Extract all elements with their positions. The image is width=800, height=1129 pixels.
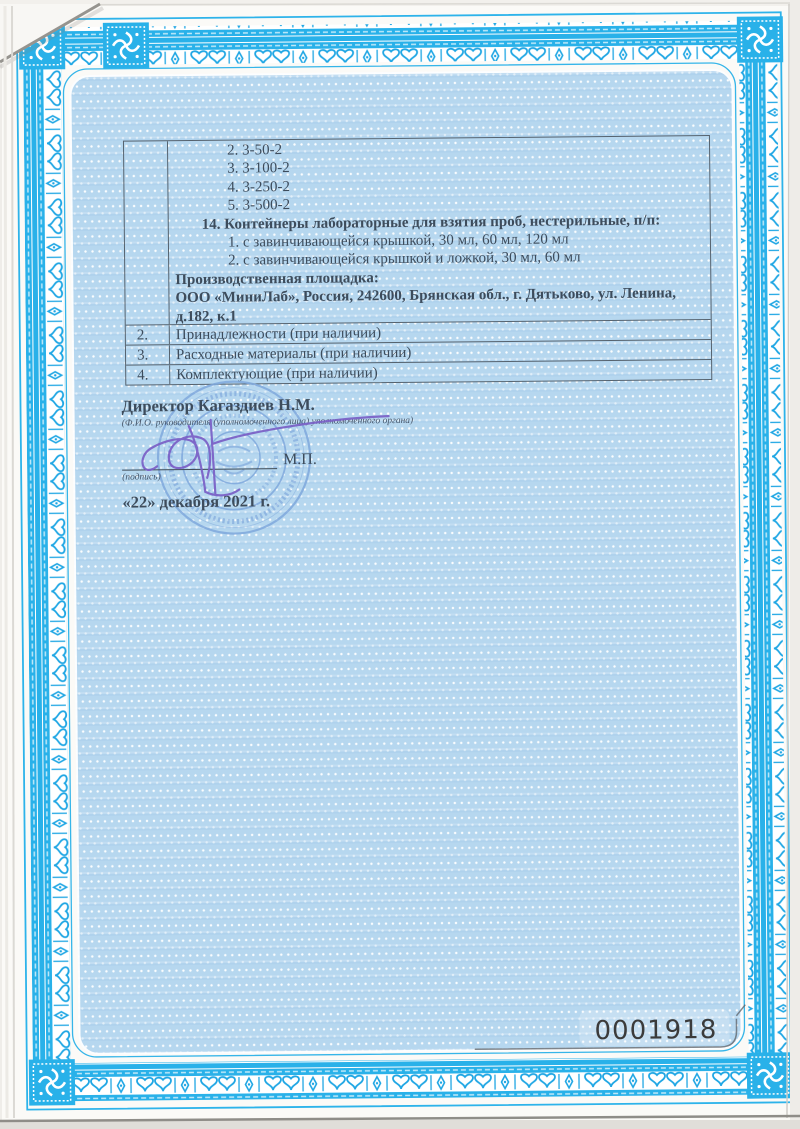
- table-line: 4. 3-250-2: [227, 178, 290, 196]
- table-line: 2. 3-50-2: [226, 142, 283, 159]
- signature-caption: (подпись): [122, 472, 161, 483]
- serial-number: 0001918: [594, 1014, 718, 1047]
- date-line: «22» декабря 2021 г.: [122, 491, 271, 512]
- table-line: д.182, к.1: [175, 308, 237, 325]
- table-line: 14. Контейнеры лабораторные для взятия проб, нестерильные, п/п:: [201, 212, 661, 233]
- director-caption: (Ф.И.О. руководителя (уполномоченного лица) уполномоченного органа): [121, 415, 414, 429]
- table-line: Производственная площадка:: [175, 270, 379, 288]
- table-line: 5. 3-500-2: [227, 197, 291, 214]
- row-number-cell: 4.: [126, 365, 170, 384]
- left-paper-edge: [12, 6, 14, 1118]
- seal-abbreviation: М.П.: [282, 450, 317, 469]
- row-number-cell: 2.: [126, 325, 170, 344]
- table-line: 2. с завинчивающейся крышкой и ложкой, 30 мл, 60 мл: [228, 249, 581, 270]
- right-paper-edge: [787, 4, 789, 1118]
- table-line: ООО «МиниЛаб», Россия, 242600, Брянская обл., г. Дятьково, ул. Ленина,: [175, 285, 677, 307]
- director-name-line: Директор Кагаздиев Н.М.: [121, 394, 315, 416]
- right-margin: [790, 0, 800, 1129]
- table-line: 3. 3-100-2: [227, 160, 290, 178]
- row-content-cell: Принадлежности (при наличии): [175, 325, 382, 344]
- table-line: 1. с завинчивающейся крышкой, 30 мл, 60 мл, 120 мл: [227, 231, 569, 251]
- row-content-cell: Комплектующие (при наличии): [176, 365, 378, 384]
- row-number-cell: 3.: [126, 345, 170, 364]
- row-content-cell: Расходные материалы (при наличии): [175, 344, 412, 364]
